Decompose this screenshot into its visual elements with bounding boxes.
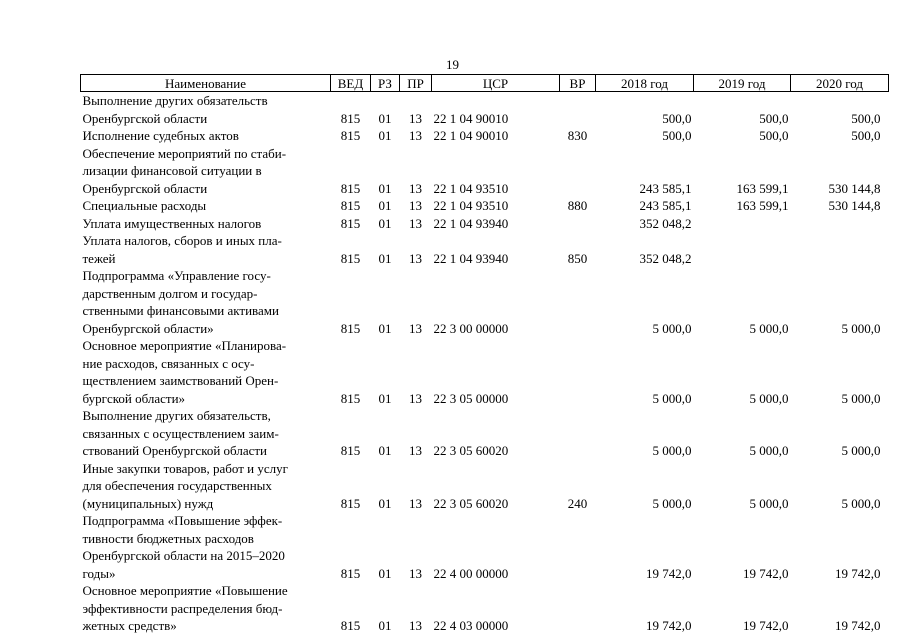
table-row	[81, 232, 889, 267]
cell-ved: 815	[340, 565, 361, 581]
cell-rz: 01	[378, 250, 392, 266]
cell-vr: 240	[567, 495, 588, 511]
cell-2020	[791, 215, 889, 233]
row-name-line: Обеспечение мероприятий по стаби-	[82, 145, 287, 161]
header-pr: ПР	[400, 75, 432, 92]
cell-ved: 815	[340, 390, 361, 406]
cell-2018: 5 000,0	[652, 495, 692, 511]
cell-csr: 22 1 04 93510	[433, 180, 509, 196]
header-2020: 2020 год	[791, 75, 889, 92]
row-name-line: Основное мероприятие «Повышение	[82, 583, 288, 598]
row-name-line: Основное мероприятие «Планирова-	[82, 338, 287, 353]
cell-2018: 5 000,0	[652, 320, 692, 336]
row-name-line: ственными финансовыми активами	[82, 303, 279, 318]
cell-vr	[560, 582, 596, 635]
row-name-line: ние расходов, связанных с осу-	[82, 355, 255, 371]
cell-2018: 5 000,0	[652, 443, 692, 458]
row-name-line: Исполнение судебных актов	[82, 128, 239, 143]
row-name-line: ществлением заимствований Орен-	[82, 373, 279, 388]
cell-2020	[791, 232, 889, 267]
cell-pr: 13	[409, 110, 422, 126]
row-name-line: Оренбургской области на 2015–2020	[82, 548, 285, 563]
table-row	[81, 215, 889, 233]
cell-pr: 13	[409, 198, 422, 213]
cell-vr: 880	[567, 198, 588, 213]
cell-2019: 5 000,0	[749, 443, 789, 458]
cell-2018: 500,0	[662, 110, 692, 126]
cell-vr	[560, 407, 596, 460]
cell-2019: 500,0	[759, 128, 789, 143]
cell-2019: 500,0	[759, 110, 789, 126]
cell-vr	[560, 92, 596, 128]
cell-2018: 352 048,2	[639, 250, 692, 266]
cell-csr: 22 1 04 93940	[433, 250, 509, 266]
row-name-line: ствований Оренбургской области	[82, 443, 268, 458]
cell-pr: 13	[409, 495, 422, 511]
row-name-line: связанных с осуществлением заим-	[82, 425, 279, 441]
row-name	[81, 197, 331, 215]
cell-2019: 5 000,0	[749, 495, 789, 511]
table-row	[81, 337, 889, 407]
row-name-line: лизации финансовой ситуации в	[82, 163, 262, 178]
row-name	[81, 460, 331, 513]
cell-2018: 243 585,1	[639, 198, 692, 213]
cell-2019: 5 000,0	[749, 390, 789, 406]
table-row	[81, 582, 889, 635]
cell-2020: 19 742,0	[835, 618, 881, 633]
row-name-line: Иные закупки товаров, работ и услуг	[82, 460, 288, 476]
header-rz: РЗ	[371, 75, 400, 92]
cell-vr	[560, 337, 596, 407]
row-name-line: Подпрограмма «Повышение эффек-	[82, 513, 283, 528]
page-number: 19	[446, 57, 459, 72]
cell-rz: 01	[378, 215, 392, 231]
cell-csr: 22 3 00 00000	[433, 320, 509, 336]
table-body	[81, 92, 889, 635]
cell-rz: 01	[378, 443, 392, 458]
cell-2018: 19 742,0	[646, 565, 692, 581]
cell-pr: 13	[409, 565, 422, 581]
row-name-line: дарственным долгом и государ-	[82, 285, 258, 301]
cell-pr: 13	[409, 390, 422, 406]
cell-2018: 500,0	[662, 128, 692, 143]
cell-2019: 163 599,1	[736, 198, 789, 213]
row-name-line: Уплата налогов, сборов и иных пла-	[82, 233, 282, 248]
cell-csr: 22 3 05 60020	[433, 495, 509, 511]
cell-ved: 815	[340, 320, 361, 336]
cell-rz: 01	[378, 180, 392, 196]
row-name	[81, 582, 331, 635]
table-row	[81, 197, 889, 215]
row-name-line: тивности бюджетных расходов	[82, 530, 254, 546]
table-row	[81, 127, 889, 145]
header-2018: 2018 год	[596, 75, 694, 92]
row-name-line: Подпрограмма «Управление госу-	[82, 268, 271, 283]
cell-rz: 01	[378, 110, 392, 126]
cell-2019: 19 742,0	[743, 618, 789, 633]
row-name	[81, 267, 331, 337]
cell-ved: 815	[340, 110, 361, 126]
table-row	[81, 512, 889, 582]
cell-csr: 22 4 03 00000	[433, 618, 509, 633]
row-name-line: Уплата имущественных налогов	[82, 215, 262, 231]
cell-vr	[560, 267, 596, 337]
table-row	[81, 460, 889, 513]
cell-2019: 5 000,0	[749, 320, 789, 336]
cell-2019: 19 742,0	[743, 565, 789, 581]
cell-csr: 22 1 04 90010	[433, 128, 509, 143]
row-name	[81, 92, 331, 128]
row-name	[81, 127, 331, 145]
cell-ved: 815	[340, 618, 361, 633]
cell-2018: 19 742,0	[646, 618, 692, 633]
cell-csr: 22 4 00 00000	[433, 565, 509, 581]
row-name	[81, 232, 331, 267]
cell-pr: 13	[409, 320, 422, 336]
cell-2020: 5 000,0	[841, 495, 881, 511]
cell-csr: 22 3 05 60020	[433, 443, 509, 458]
table-row	[81, 145, 889, 198]
cell-ved: 815	[340, 495, 361, 511]
cell-rz: 01	[378, 565, 392, 581]
row-name-line: годы»	[82, 565, 116, 581]
row-name-line: Специальные расходы	[82, 198, 207, 213]
row-name-line: тежей	[82, 250, 116, 266]
cell-ved: 815	[340, 180, 361, 196]
row-name-line: бургской области»	[82, 390, 186, 406]
cell-pr: 13	[409, 180, 422, 196]
cell-ved: 815	[340, 198, 361, 213]
cell-csr: 22 1 04 90010	[433, 110, 509, 126]
budget-table	[80, 74, 889, 635]
row-name-line: Оренбургской области	[82, 110, 208, 126]
cell-ved: 815	[340, 250, 361, 266]
cell-2020: 5 000,0	[841, 443, 881, 458]
cell-2019	[694, 232, 791, 267]
cell-2020: 500,0	[851, 110, 881, 126]
table-row	[81, 407, 889, 460]
row-name	[81, 145, 331, 198]
row-name	[81, 215, 331, 233]
cell-ved: 815	[340, 443, 361, 458]
header-ved: ВЕД	[331, 75, 371, 92]
cell-rz: 01	[378, 390, 392, 406]
cell-rz: 01	[378, 495, 392, 511]
cell-vr	[560, 215, 596, 233]
cell-2020: 500,0	[851, 128, 881, 143]
row-name-line: Оренбургской области»	[82, 320, 214, 336]
header-csr: ЦСР	[432, 75, 560, 92]
cell-2020: 19 742,0	[835, 565, 881, 581]
cell-vr	[560, 145, 596, 198]
cell-pr: 13	[409, 128, 422, 143]
cell-2018: 352 048,2	[639, 215, 692, 231]
cell-2020: 530 144,8	[828, 198, 881, 213]
header-vr: ВР	[560, 75, 596, 92]
cell-rz: 01	[378, 618, 392, 633]
row-name-line: эффективности распределения бюд-	[82, 600, 283, 616]
cell-pr: 13	[409, 250, 422, 266]
row-name-line: для обеспечения государственных	[82, 478, 272, 493]
row-name-line: Выполнение других обязательств	[82, 93, 268, 108]
cell-2019	[694, 215, 791, 233]
cell-pr: 13	[409, 215, 422, 231]
cell-pr: 13	[409, 443, 422, 458]
cell-ved: 815	[340, 128, 361, 143]
cell-csr: 22 1 04 93510	[433, 198, 509, 213]
cell-2019: 163 599,1	[736, 180, 789, 196]
cell-rz: 01	[378, 128, 392, 143]
header-name: Наименование	[81, 75, 331, 92]
cell-ved: 815	[340, 215, 361, 231]
header-2019: 2019 год	[694, 75, 791, 92]
cell-vr: 830	[567, 128, 588, 143]
cell-pr: 13	[409, 618, 422, 633]
cell-2020: 5 000,0	[841, 390, 881, 406]
table-row	[81, 267, 889, 337]
cell-2020: 530 144,8	[828, 180, 881, 196]
cell-rz: 01	[378, 320, 392, 336]
cell-csr: 22 3 05 00000	[433, 390, 509, 406]
cell-vr: 850	[567, 250, 588, 266]
row-name	[81, 407, 331, 460]
row-name-line: Оренбургской области	[82, 180, 208, 196]
row-name-line: (муниципальных) нужд	[82, 495, 214, 511]
cell-2018: 5 000,0	[652, 390, 692, 406]
table-row	[81, 92, 889, 128]
cell-vr	[560, 512, 596, 582]
row-name	[81, 512, 331, 582]
cell-csr: 22 1 04 93940	[433, 215, 509, 231]
row-name	[81, 337, 331, 407]
cell-rz: 01	[378, 198, 392, 213]
row-name-line: жетных средств»	[82, 618, 177, 633]
cell-2020: 5 000,0	[841, 320, 881, 336]
cell-2018: 243 585,1	[639, 180, 692, 196]
table-header-row	[81, 75, 889, 92]
row-name-line: Выполнение других обязательств,	[82, 408, 271, 423]
